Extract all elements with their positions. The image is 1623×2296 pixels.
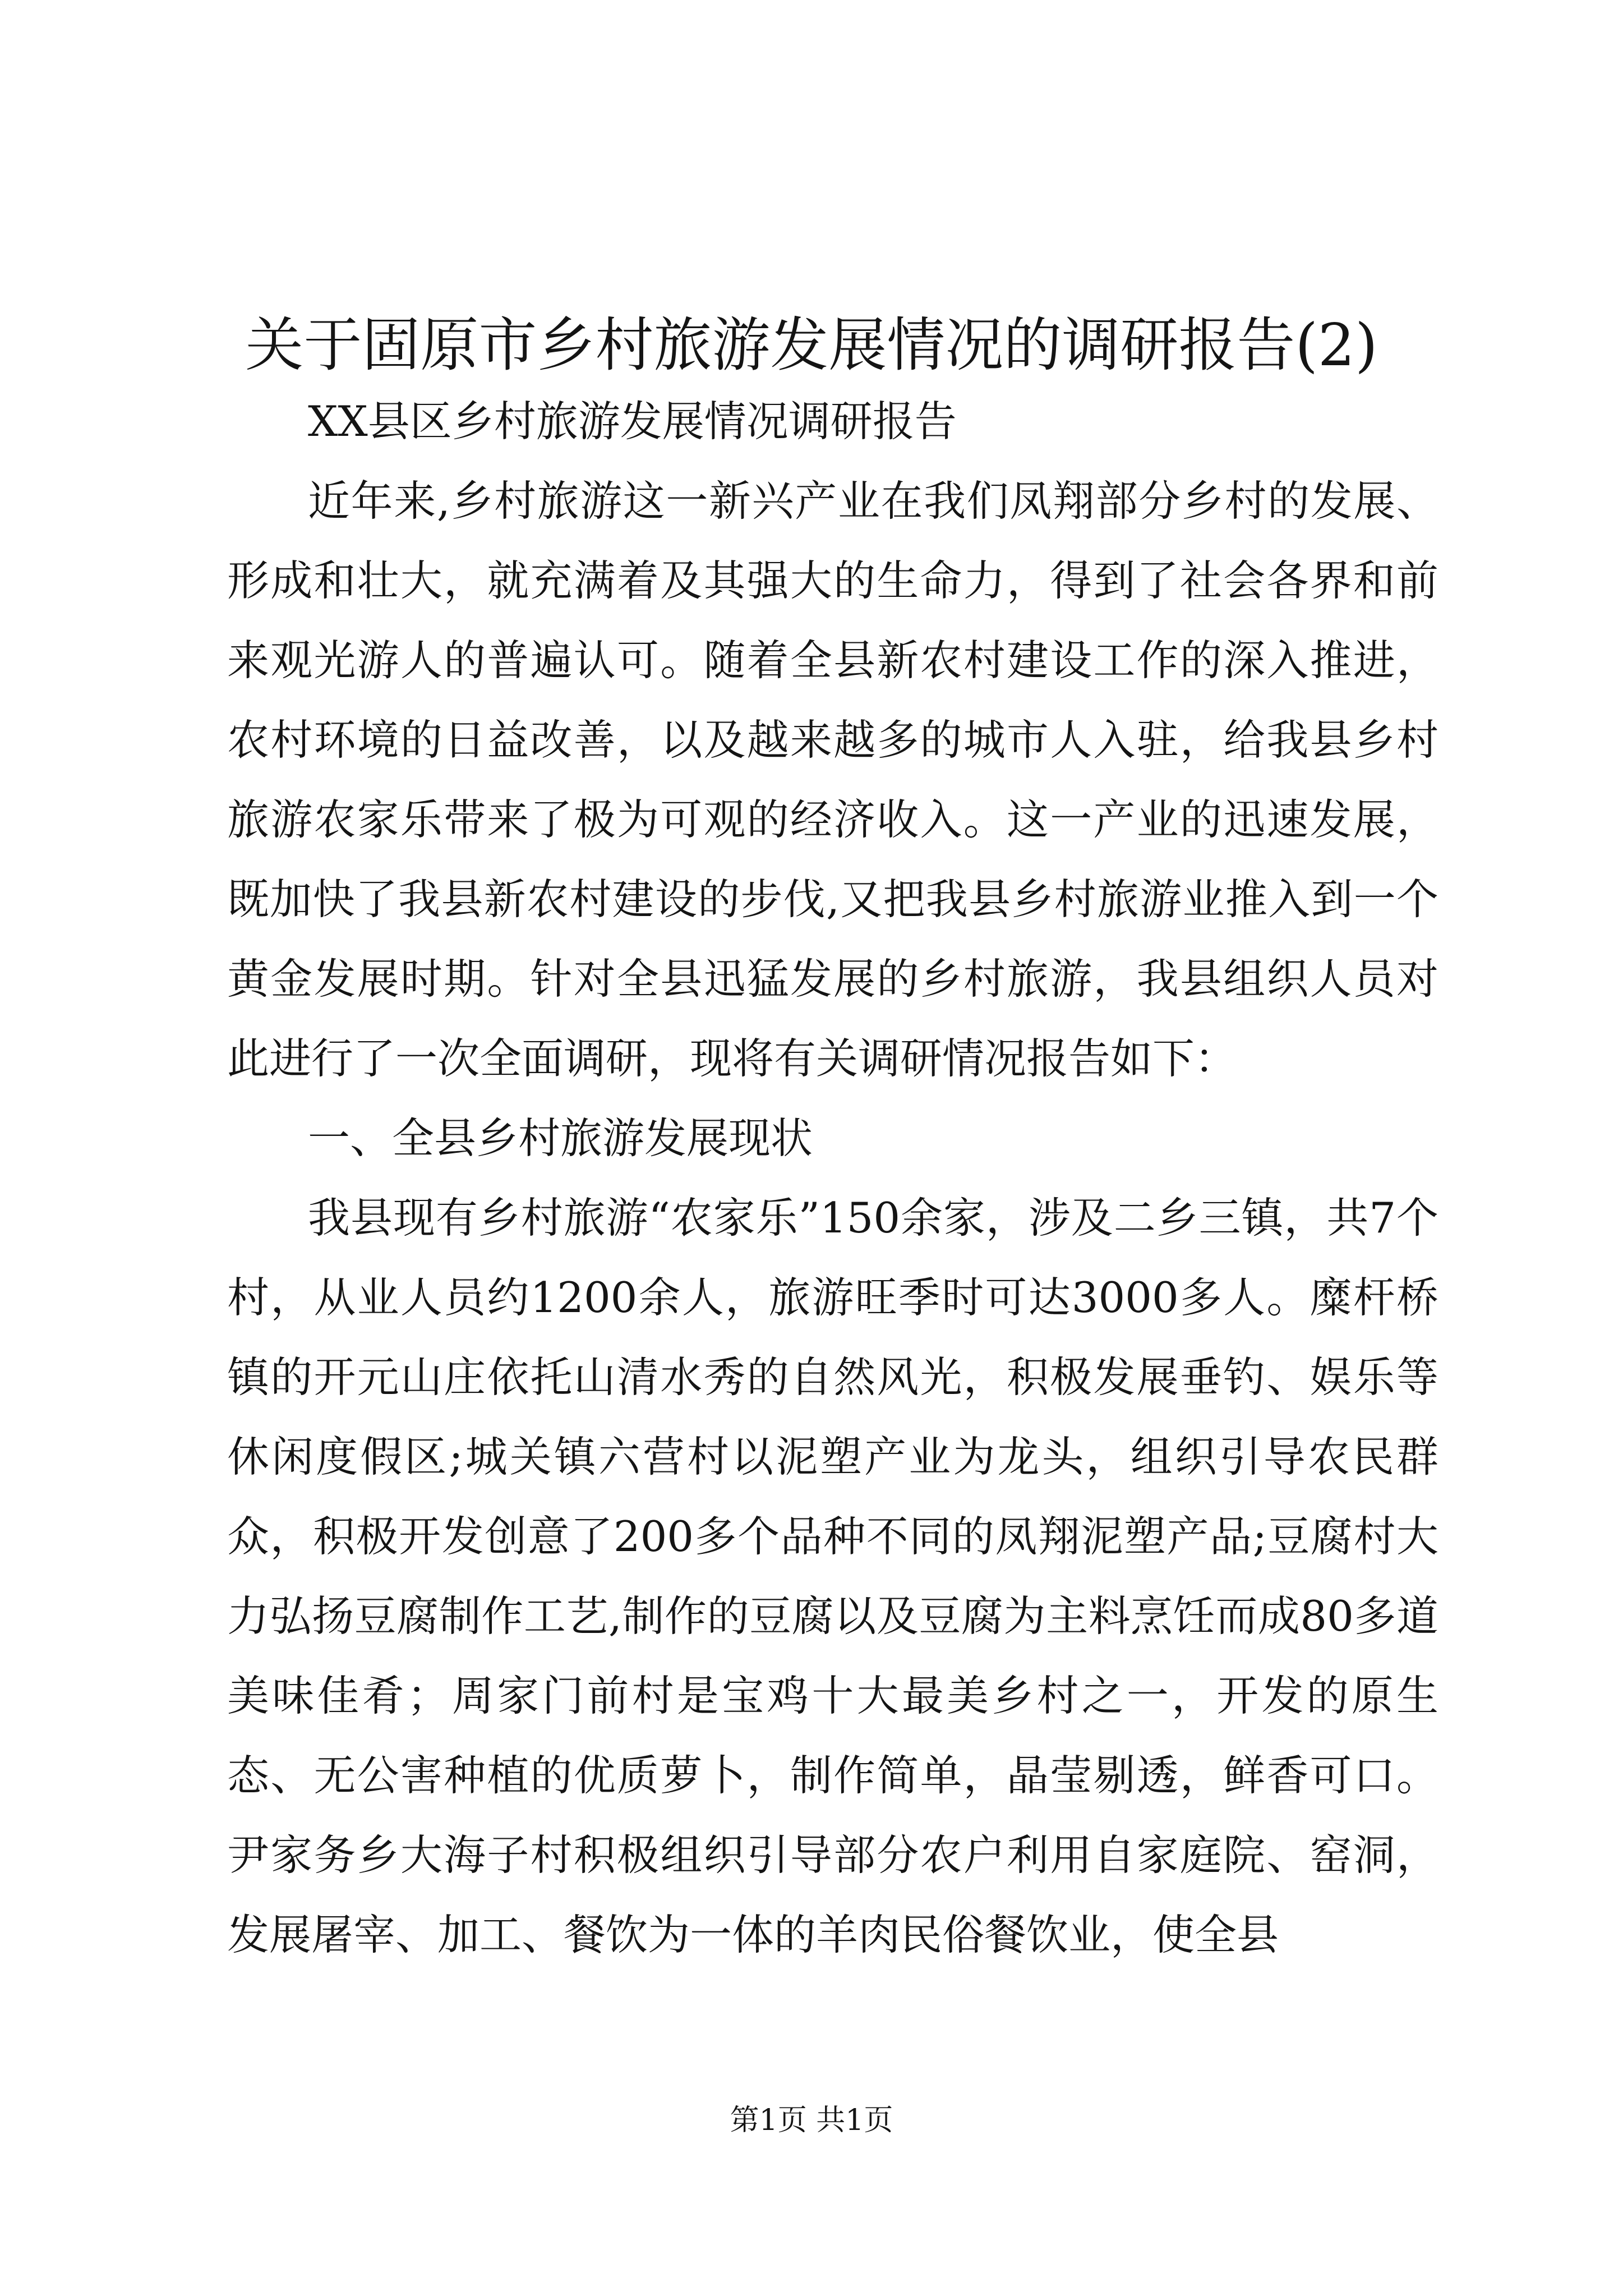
status-paragraph: 我县现有乡村旅游“农家乐”150余家，涉及二乡三镇，共7个村，从业人员约1200余人，旅游旺季时可达3000多人。糜杆桥镇的开元山庄依托山清水秀的自然风光，积极发展垂钓、娱乐等休闲度假区;城关镇六营村以泥塑产业为龙头，组织引导农民群众，积极开发创意了200多个品种不同的凤翔泥塑产品;豆腐村大力弘扬豆腐制作工艺,制作的豆腐以及豆腐为主料烹饪而成80多道美味佳肴；周家门前村是宝鸡十大最美乡村之一，开发的原生态、无公害种植的优质萝卜，制作简单，晶莹剔透，鲜香可口。尹家务乡大海子村积极组织引导部分农户利用自家庭院、窑洞，发展屠宰、加工、餐饮为一体的羊肉民俗餐饮业，使全县 — [227, 1193, 1438, 1959]
document-body — [227, 381, 1438, 1975]
intro-paragraph: 近年来,乡村旅游这一新兴产业在我们凤翔部分乡村的发展、形成和壮大，就充满着及其强大的生命力，得到了社会各界和前来观光游人的普遍认可。随着全县新农村建设工作的深入推进，农村环境的日益改善，以及越来越多的城市人入驻，给我县乡村旅游农家乐带来了极为可观的经济收入。这一产业的迅速发展，既加快了我县新农村建设的步伐,又把我县乡村旅游业推入到一个黄金发展时期。针对全县迅猛发展的乡村旅游，我县组织人员对此进行了一次全面调研，现将有关调研情况报告如下： — [227, 476, 1438, 1083]
document-title: 关于固原市乡村旅游发展情况的调研报告(2) — [245, 311, 1378, 379]
subtitle-paragraph: XX县区乡村旅游发展情况调研报告 — [308, 397, 957, 446]
section-heading: 一、全县乡村旅游发展现状 — [308, 1114, 813, 1163]
page-footer: 第1页 共1页 — [730, 2104, 893, 2137]
